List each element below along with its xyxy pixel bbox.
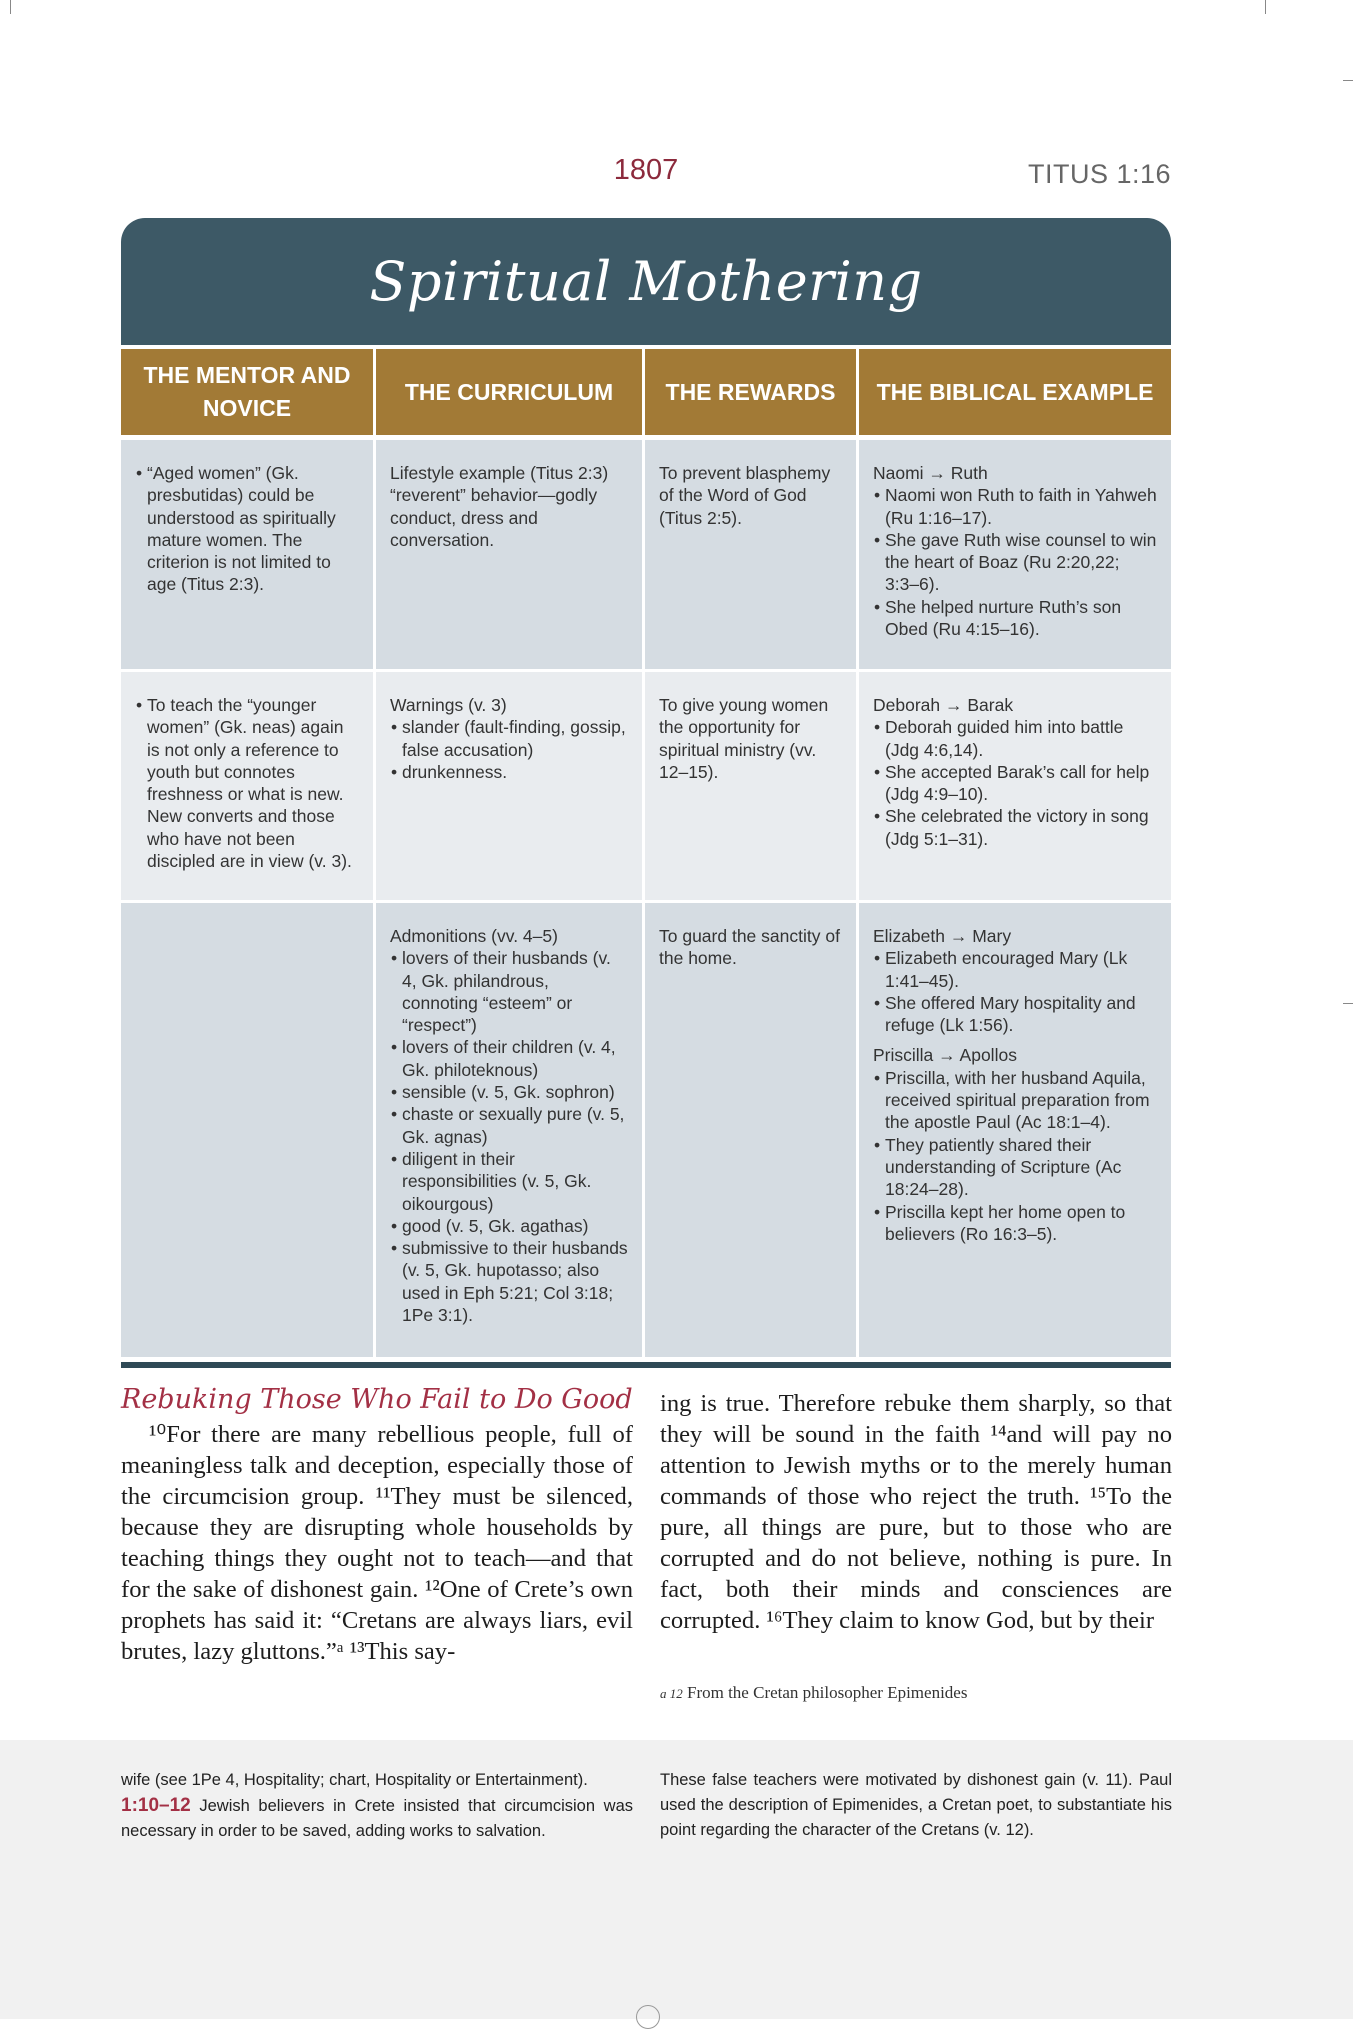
running-head: TITUS 1:16 xyxy=(1027,159,1171,189)
example-cell xyxy=(859,672,1171,900)
column-header: THE MENTOR AND NOVICE xyxy=(121,349,376,435)
example-item: • She gave Ruth wise counsel to win the heart of Boaz (Ru 2:20,22; 3:3–6). xyxy=(885,529,1157,596)
curriculum-item: • sensible (v. 5, Gk. sophron) xyxy=(402,1081,628,1103)
page-number: 1807 xyxy=(613,154,679,186)
example-item: • She offered Mary hospitality and refuge (Lk 1:56). xyxy=(885,992,1157,1037)
study-note-entry xyxy=(121,1793,633,1844)
column-header: THE BIBLICAL EXAMPLE xyxy=(859,349,1171,435)
rewards-cell xyxy=(645,672,859,900)
example-pair: Priscilla → Apollos xyxy=(873,1045,1017,1066)
chart-header-row xyxy=(121,345,1171,435)
column-header: THE CURRICULUM xyxy=(376,349,645,435)
scripture-column-right xyxy=(660,1388,1172,1636)
crop-mark xyxy=(10,0,11,14)
rewards-text: To guard the sanctity of the home. xyxy=(659,926,840,969)
curriculum-item: • drunkenness. xyxy=(402,761,628,783)
chart-bottom-rule xyxy=(121,1362,1171,1368)
study-note-left xyxy=(121,1768,633,1844)
footnote-text: From the Cretan philosopher Epimenides xyxy=(687,1683,968,1702)
example-item: • She helped nurture Ruth’s son Obed (Ru 4:15–16). xyxy=(885,596,1157,641)
study-note-text: wife (see 1Pe 4, Hospitality; chart, Hospitality or Entertainment). xyxy=(121,1771,588,1789)
example-cell xyxy=(859,903,1171,1357)
mentor-item: • “Aged women” (Gk. presbutidas) could be understood as spiritually mature women. The criterion is not limited to age (Titus 2:3). xyxy=(147,462,359,596)
curriculum-lead: Lifestyle example (Titus 2:3) “reverent” behavior—godly conduct, dress and conversation. xyxy=(390,463,609,550)
rewards-text: To give young women the opportunity for spiritual ministry (vv. 12–15). xyxy=(659,695,829,782)
mentor-cell xyxy=(121,672,376,900)
curriculum-lead: Warnings (v. 3) xyxy=(390,695,507,715)
example-item: • Priscilla, with her husband Aquila, received spiritual preparation from the apostle Paul (Ac 18:1–4). xyxy=(885,1067,1157,1134)
example-pair: Deborah → Barak xyxy=(873,695,1014,715)
example-item: • She accepted Barak’s call for help (Jdg 4:9–10). xyxy=(885,761,1157,806)
section-heading: Rebuking Those Who Fail to Do Good xyxy=(121,1384,633,1415)
example-item: • Naomi won Ruth to faith in Yahweh (Ru 1:16–17). xyxy=(885,484,1157,529)
curriculum-item: • lovers of their husbands (v. 4, Gk. philandrous, connoting “esteem” or “respect”) xyxy=(402,947,628,1036)
example-pair: Naomi → Ruth xyxy=(873,463,988,483)
example-cell xyxy=(859,440,1171,669)
example-item: • Priscilla kept her home open to believers (Ro 16:3–5). xyxy=(885,1201,1157,1246)
example-pair: Elizabeth → Mary xyxy=(873,926,1012,946)
verse-reference: 1:10–12 xyxy=(121,1795,191,1816)
study-note-right xyxy=(660,1768,1172,1843)
footnote-marker: a 12 xyxy=(660,1686,683,1701)
curriculum-item: • chaste or sexually pure (v. 5, Gk. agnas) xyxy=(402,1103,628,1148)
curriculum-item: • diligent in their responsibilities (v. 5, Gk. oikourgous) xyxy=(402,1148,628,1215)
crop-mark xyxy=(1343,1003,1353,1004)
mentor-cell xyxy=(121,440,376,669)
spiritual-mothering-chart xyxy=(121,218,1171,1368)
mentor-item: • To teach the “younger women” (Gk. neas) again is not only a reference to youth but connotes freshness or what is new. New converts and those who have not been discipled are in view (v. 3). xyxy=(147,694,359,872)
curriculum-cell xyxy=(376,440,645,669)
scripture-column-left xyxy=(121,1419,633,1667)
curriculum-item: • good (v. 5, Gk. agathas) xyxy=(402,1215,628,1237)
example-item: • Deborah guided him into battle (Jdg 4:6,14). xyxy=(885,716,1157,761)
rewards-cell xyxy=(645,440,859,669)
curriculum-item: • submissive to their husbands (v. 5, Gk. hupotasso; also used in Eph 5:21; Col 3:18; 1Pe 3:1). xyxy=(402,1237,628,1326)
study-note-text: These false teachers were motivated by dishonest gain (v. 11). Paul used the description of Epimenides, a Cretan poet, to substantiate his point regarding the character of the Cretans (v. 12). xyxy=(660,1771,1172,1839)
chart-title: Spiritual Mothering xyxy=(121,218,1171,345)
column-header: THE REWARDS xyxy=(645,349,859,435)
curriculum-item: • lovers of their children (v. 4, Gk. philoteknous) xyxy=(402,1036,628,1081)
footnote xyxy=(660,1683,967,1703)
curriculum-cell xyxy=(376,672,645,900)
chart-row xyxy=(121,435,1171,669)
crop-mark xyxy=(1343,80,1353,81)
study-note-text: Jewish believers in Crete insisted that circumcision was necessary in order to be saved, adding works to salvation. xyxy=(121,1797,633,1840)
chart-row xyxy=(121,669,1171,900)
rewards-text: To prevent blasphemy of the Word of God (Titus 2:5). xyxy=(659,463,831,528)
curriculum-cell xyxy=(376,903,645,1357)
registration-mark xyxy=(636,2005,660,2029)
scripture-paragraph: ¹⁰For there are many rebellious people, full of meaningless talk and deception, especially those of the circumcision group. ¹¹They must be silenced, because they are disrupting whole households by teaching things they ought not to teach—and that for the sake of dishonest gain. ¹²One of Crete’s own prophets has said it: “Cretans are always liars, evil brutes, lazy gluttons.”ᵃ ¹³This say- xyxy=(121,1421,633,1665)
mentor-cell xyxy=(121,903,376,1357)
curriculum-lead: Admonitions (vv. 4–5) xyxy=(390,926,558,946)
crop-mark xyxy=(1265,0,1266,14)
example-item: • They patiently shared their understanding of Scripture (Ac 18:24–28). xyxy=(885,1134,1157,1201)
example-item: • She celebrated the victory in song (Jdg 5:1–31). xyxy=(885,805,1157,850)
rewards-cell xyxy=(645,903,859,1357)
scripture-paragraph: ing is true. Therefore rebuke them sharply, so that they will be sound in the faith ¹⁴and will pay no attention to Jewish myths or to the merely human commands of those who reject the truth. ¹⁵To the pure, all things are pure, but to those who are corrupted and do not believe, nothing is pure. In fact, both their minds and consciences are corrupted. ¹⁶They claim to know God, but by their xyxy=(660,1390,1172,1634)
chart-row xyxy=(121,900,1171,1357)
curriculum-item: • slander (fault-finding, gossip, false accusation) xyxy=(402,716,628,761)
example-item: • Elizabeth encouraged Mary (Lk 1:41–45). xyxy=(885,947,1157,992)
